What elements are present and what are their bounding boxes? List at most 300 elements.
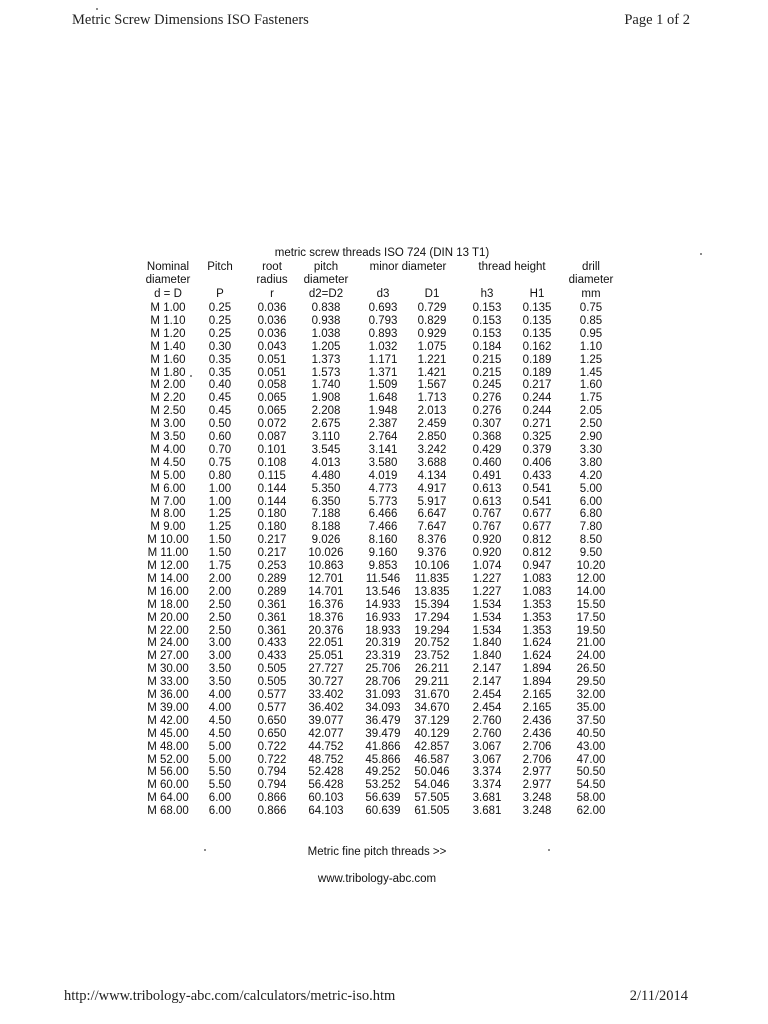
- table-cell: 9.853: [368, 560, 398, 572]
- table-cell: 0.95: [579, 327, 603, 340]
- table-cell: 1.421: [417, 366, 447, 379]
- table-cell: 16.933: [365, 611, 401, 624]
- table-cell: 0.893: [368, 327, 398, 340]
- table-cell: 0.25: [208, 327, 232, 340]
- table-cell: 45.866: [365, 753, 401, 766]
- table-cell: 0.153: [472, 327, 502, 340]
- table-cell: 0.85: [579, 314, 603, 327]
- table-cell: 7.188: [311, 508, 341, 521]
- table-cell: 62.00: [576, 805, 606, 818]
- table-cell: 0.491: [472, 469, 502, 482]
- table-cell: 1.534: [472, 624, 502, 637]
- table-cell: 4.917: [417, 482, 447, 495]
- thread-size: M 1.20: [150, 327, 186, 340]
- table-cell: 0.729: [417, 302, 447, 314]
- table-cell: 4.019: [368, 469, 398, 482]
- thread-size: M 3.50: [150, 431, 186, 443]
- table-cell: 5.00: [579, 482, 603, 495]
- table-cell: 3.374: [472, 766, 502, 779]
- table-cell: 41.866: [365, 740, 401, 753]
- thread-size: M 39.00: [147, 701, 189, 714]
- table-cell: 6.00: [208, 792, 232, 805]
- thread-size: M 4.00: [150, 443, 186, 456]
- table-cell: 30.727: [308, 676, 344, 689]
- table-cell: 10.20: [576, 560, 606, 572]
- column-symbol: r: [270, 288, 274, 300]
- table-cell: 0.144: [257, 482, 287, 495]
- table-cell: 22.051: [308, 637, 344, 650]
- table-cell: 7.466: [368, 521, 398, 534]
- table-cell: 0.794: [257, 766, 287, 779]
- thread-size: M 12.00: [147, 560, 189, 572]
- table-cell: 3.80: [579, 456, 603, 469]
- table-cell: 4.013: [311, 456, 341, 469]
- table-cell: 39.077: [308, 714, 344, 727]
- column-header: minor diameter: [369, 261, 447, 273]
- table-cell: 4.00: [208, 689, 232, 701]
- table-cell: 0.70: [208, 443, 232, 456]
- thread-size: M 2.20: [150, 392, 186, 405]
- table-cell: 3.580: [368, 456, 398, 469]
- column-header: diameter: [568, 274, 614, 286]
- table-cell: 0.065: [257, 392, 287, 405]
- table-cell: 1.032: [368, 340, 398, 353]
- table-cell: 1.908: [311, 392, 341, 405]
- table-cell: 0.058: [257, 379, 287, 392]
- table-cell: 0.215: [472, 353, 502, 366]
- table-cell: 0.101: [257, 443, 287, 456]
- table-cell: 31.670: [414, 689, 450, 701]
- thread-size: M 22.00: [147, 624, 189, 637]
- table-cell: 0.45: [208, 405, 232, 418]
- thread-size: M 9.00: [150, 521, 186, 534]
- table-cell: 27.727: [308, 663, 344, 676]
- table-cell: 5.773: [368, 495, 398, 508]
- table-cell: 2.50: [579, 418, 603, 431]
- table-cell: 0.153: [472, 302, 502, 314]
- table-cell: 9.160: [368, 547, 398, 560]
- table-cell: 0.361: [257, 598, 287, 611]
- table-cell: 0.25: [208, 314, 232, 327]
- table-cell: 1.60: [579, 379, 603, 392]
- table-cell: 0.929: [417, 327, 447, 340]
- column-header: thread height: [478, 261, 546, 273]
- table-cell: 0.613: [472, 495, 502, 508]
- table-cell: 2.00: [208, 585, 232, 598]
- thread-size: M 36.00: [147, 689, 189, 701]
- table-cell: 36.479: [365, 714, 401, 727]
- table-cell: 40.129: [414, 727, 450, 740]
- table-cell: 5.50: [208, 766, 232, 779]
- table-cell: 0.072: [257, 418, 287, 431]
- column-symbol: D1: [424, 288, 440, 300]
- table-cell: 48.752: [308, 753, 344, 766]
- print-date: 2/11/2014: [629, 988, 688, 1004]
- table-cell: 1.353: [522, 624, 552, 637]
- table-cell: 2.436: [522, 727, 552, 740]
- table-cell: 0.180: [257, 521, 287, 534]
- column-symbol: d = D: [154, 288, 182, 300]
- table-cell: 1.713: [417, 392, 447, 405]
- table-cell: 1.227: [472, 572, 502, 585]
- table-cell: 26.50: [576, 663, 606, 676]
- table-cell: 2.760: [472, 727, 502, 740]
- table-cell: 2.850: [417, 431, 447, 443]
- table-cell: 15.50: [576, 598, 606, 611]
- table-cell: 13.546: [365, 585, 401, 598]
- table-cell: 0.253: [257, 560, 287, 572]
- table-cell: 17.50: [576, 611, 606, 624]
- table-cell: 0.920: [472, 547, 502, 560]
- table-cell: 10.106: [414, 560, 450, 572]
- thread-size: M 60.00: [147, 779, 189, 792]
- column-header: pitch: [313, 261, 339, 273]
- table-cell: 1.25: [579, 353, 603, 366]
- thread-size: M 20.00: [147, 611, 189, 624]
- column-symbol: h3: [480, 288, 494, 300]
- table-cell: 2.454: [472, 689, 502, 701]
- table-cell: 6.647: [417, 508, 447, 521]
- table-cell: 0.75: [208, 456, 232, 469]
- table-cell: 58.00: [576, 792, 606, 805]
- table-cell: 0.051: [257, 353, 287, 366]
- table-cell: 29.211: [414, 676, 450, 689]
- table-cell: 37.50: [576, 714, 606, 727]
- table-cell: 8.160: [368, 534, 398, 547]
- table-cell: 8.50: [579, 534, 603, 547]
- table-cell: 0.379: [522, 443, 552, 456]
- table-cell: 0.051: [257, 366, 287, 379]
- table-cell: 0.650: [257, 714, 287, 727]
- column-header: root: [262, 261, 282, 273]
- column-symbol: mm: [581, 288, 601, 300]
- table-cell: 16.376: [308, 598, 344, 611]
- table-cell: 0.60: [208, 431, 232, 443]
- table-cell: 28.706: [365, 676, 401, 689]
- table-cell: 0.767: [472, 508, 502, 521]
- table-cell: 2.147: [472, 663, 502, 676]
- table-cell: 1.894: [522, 663, 552, 676]
- table-cell: 0.087: [257, 431, 287, 443]
- table-cell: 1.373: [311, 353, 341, 366]
- table-cell: 54.50: [576, 779, 606, 792]
- table-cell: 3.00: [208, 637, 232, 650]
- table-cell: 33.402: [308, 689, 344, 701]
- table-cell: 1.648: [368, 392, 398, 405]
- thread-size: M 1.00: [150, 302, 186, 314]
- table-cell: 1.25: [208, 508, 232, 521]
- thread-size: M 52.00: [147, 753, 189, 766]
- table-cell: 20.752: [414, 637, 450, 650]
- table-cell: 19.50: [576, 624, 606, 637]
- table-cell: 0.50: [208, 418, 232, 431]
- table-cell: 3.00: [208, 650, 232, 663]
- table-cell: 0.938: [311, 314, 341, 327]
- table-cell: 20.376: [308, 624, 344, 637]
- table-cell: 0.541: [522, 495, 552, 508]
- table-cell: 0.217: [522, 379, 552, 392]
- thread-size: M 1.60: [150, 353, 186, 366]
- table-cell: 11.835: [414, 572, 450, 585]
- table-cell: 0.307: [472, 418, 502, 431]
- table-cell: 0.065: [257, 405, 287, 418]
- table-cell: 1.534: [472, 598, 502, 611]
- table-cell: 0.036: [257, 327, 287, 340]
- table-cell: 0.35: [208, 366, 232, 379]
- table-cell: 60.639: [365, 805, 401, 818]
- table-cell: 0.043: [257, 340, 287, 353]
- thread-size: M 2.00: [150, 379, 186, 392]
- table-cell: 0.722: [257, 740, 287, 753]
- table-cell: 14.933: [365, 598, 401, 611]
- table-cell: 52.428: [308, 766, 344, 779]
- table-cell: 0.036: [257, 302, 287, 314]
- table-cell: 1.227: [472, 585, 502, 598]
- table-cell: 18.376: [308, 611, 344, 624]
- table-cell: 1.948: [368, 405, 398, 418]
- table-cell: 1.221: [417, 353, 447, 366]
- table-cell: 0.577: [257, 689, 287, 701]
- thread-size: M 11.00: [147, 547, 189, 560]
- table-cell: 1.509: [368, 379, 398, 392]
- table-cell: 9.376: [417, 547, 447, 560]
- table-cell: 36.402: [308, 701, 344, 714]
- thread-size: M 14.00: [147, 572, 189, 585]
- table-cell: 0.244: [522, 405, 552, 418]
- page-url: http://www.tribology-abc.com/calculators/metric-iso.htm: [64, 988, 396, 1004]
- table-cell: 4.00: [208, 701, 232, 714]
- table-cell: 4.773: [368, 482, 398, 495]
- table-cell: 0.184: [472, 340, 502, 353]
- table-cell: 3.242: [417, 443, 447, 456]
- thread-size: M 1.10: [150, 314, 186, 327]
- table-cell: 6.00: [579, 495, 603, 508]
- table-cell: 1.10: [579, 340, 603, 353]
- table-cell: 1.038: [311, 327, 341, 340]
- table-cell: 3.681: [472, 805, 502, 818]
- table-cell: 0.361: [257, 611, 287, 624]
- thread-size: M 7.00: [150, 495, 186, 508]
- table-cell: 1.840: [472, 650, 502, 663]
- table-cell: 0.153: [472, 314, 502, 327]
- table-cell: 0.866: [257, 805, 287, 818]
- table-cell: 2.208: [311, 405, 341, 418]
- table-cell: 2.90: [579, 431, 603, 443]
- table-cell: 3.067: [472, 753, 502, 766]
- column-symbol: H1: [529, 288, 545, 300]
- column-symbol: d2=D2: [308, 288, 344, 300]
- table-cell: 7.647: [417, 521, 447, 534]
- table-cell: 3.248: [522, 805, 552, 818]
- table-cell: 3.067: [472, 740, 502, 753]
- table-cell: 0.361: [257, 624, 287, 637]
- table-cell: 44.752: [308, 740, 344, 753]
- table-cell: 0.767: [472, 521, 502, 534]
- table-cell: 2.706: [522, 740, 552, 753]
- table-cell: 50.046: [414, 766, 450, 779]
- scan-speck: [96, 8, 98, 10]
- table-cell: 15.394: [414, 598, 450, 611]
- table-cell: 1.624: [522, 650, 552, 663]
- table-cell: 0.433: [522, 469, 552, 482]
- table-cell: 1.534: [472, 611, 502, 624]
- table-cell: 5.00: [208, 740, 232, 753]
- table-cell: 0.162: [522, 340, 552, 353]
- table-cell: 2.50: [208, 598, 232, 611]
- table-cell: 3.50: [208, 676, 232, 689]
- thread-size: M 42.00: [147, 714, 189, 727]
- table-cell: 56.639: [365, 792, 401, 805]
- table-cell: 13.835: [414, 585, 450, 598]
- thread-size: M 56.00: [147, 766, 189, 779]
- table-cell: 4.50: [208, 714, 232, 727]
- table-cell: 0.45: [208, 392, 232, 405]
- table-cell: 0.217: [257, 547, 287, 560]
- thread-size: M 6.00: [150, 482, 186, 495]
- table-cell: 56.428: [308, 779, 344, 792]
- thread-size: M 16.00: [147, 585, 189, 598]
- table-cell: 0.325: [522, 431, 552, 443]
- table-cell: 0.613: [472, 482, 502, 495]
- thread-size: M 18.00: [147, 598, 189, 611]
- scan-speck: [204, 849, 206, 851]
- table-cell: 2.013: [417, 405, 447, 418]
- thread-size: M 24.00: [147, 637, 189, 650]
- table-cell: 26.211: [414, 663, 450, 676]
- table-cell: 32.00: [576, 689, 606, 701]
- table-cell: 1.840: [472, 637, 502, 650]
- column-symbol: P: [216, 288, 224, 300]
- table-cell: 0.433: [257, 650, 287, 663]
- table-cell: 2.00: [208, 572, 232, 585]
- table-cell: 1.353: [522, 611, 552, 624]
- table-cell: 29.50: [576, 676, 606, 689]
- table-cell: 6.466: [368, 508, 398, 521]
- table-cell: 5.350: [311, 482, 341, 495]
- table-cell: 46.587: [414, 753, 450, 766]
- table-cell: 3.248: [522, 792, 552, 805]
- thread-size: M 2.50: [150, 405, 186, 418]
- table-cell: 35.00: [576, 701, 606, 714]
- table-cell: 50.50: [576, 766, 606, 779]
- column-header: radius: [256, 274, 288, 286]
- column-header: drill: [582, 261, 600, 273]
- table-cell: 3.374: [472, 779, 502, 792]
- scan-speck: [190, 375, 192, 377]
- table-cell: 0.289: [257, 572, 287, 585]
- table-cell: 2.459: [417, 418, 447, 431]
- thread-size: M 30.00: [147, 663, 189, 676]
- scan-speck: [548, 849, 550, 851]
- thread-size: M 8.00: [150, 508, 186, 521]
- thread-size: M 27.00: [147, 650, 189, 663]
- scan-speck: [700, 253, 702, 255]
- column-header: Nominal: [146, 261, 190, 273]
- table-cell: 1.25: [208, 521, 232, 534]
- table-cell: 3.545: [311, 443, 341, 456]
- table-cell: 10.863: [308, 560, 344, 572]
- table-cell: 1.00: [208, 495, 232, 508]
- thread-size: M 1.40: [150, 340, 186, 353]
- table-cell: 0.244: [522, 392, 552, 405]
- table-cell: 2.50: [208, 611, 232, 624]
- document-title: Metric Screw Dimensions ISO Fasteners: [72, 12, 309, 28]
- table-cell: 1.205: [311, 340, 341, 353]
- table-cell: 1.50: [208, 534, 232, 547]
- table-cell: 0.541: [522, 482, 552, 495]
- table-cell: 3.141: [368, 443, 398, 456]
- table-cell: 54.046: [414, 779, 450, 792]
- table-cell: 0.812: [522, 534, 552, 547]
- table-cell: 0.276: [472, 405, 502, 418]
- table-cell: 6.00: [208, 805, 232, 818]
- table-cell: 0.429: [472, 443, 502, 456]
- table-cell: 1.894: [522, 676, 552, 689]
- table-cell: 0.245: [472, 379, 502, 392]
- site-name: www.tribology-abc.com: [317, 873, 437, 885]
- table-cell: 0.75: [579, 302, 603, 314]
- table-cell: 0.505: [257, 663, 287, 676]
- table-cell: 20.319: [365, 637, 401, 650]
- table-cell: 17.294: [414, 611, 450, 624]
- table-cell: 5.00: [208, 753, 232, 766]
- table-cell: 3.50: [208, 663, 232, 676]
- table-cell: 4.50: [208, 727, 232, 740]
- thread-size: M 10.00: [147, 534, 189, 547]
- table-cell: 0.460: [472, 456, 502, 469]
- table-cell: 0.812: [522, 547, 552, 560]
- column-header: diameter: [303, 274, 349, 286]
- column-symbol: d3: [376, 288, 390, 300]
- table-cell: 0.215: [472, 366, 502, 379]
- column-header: diameter: [145, 274, 191, 286]
- table-cell: 14.00: [576, 585, 606, 598]
- table-cell: 49.252: [365, 766, 401, 779]
- table-cell: 0.677: [522, 508, 552, 521]
- table-cell: 2.706: [522, 753, 552, 766]
- table-cell: 0.144: [257, 495, 287, 508]
- table-cell: 1.083: [522, 585, 552, 598]
- table-cell: 2.147: [472, 676, 502, 689]
- table-cell: 61.505: [414, 805, 450, 818]
- table-cell: 0.920: [472, 534, 502, 547]
- table-cell: 2.977: [522, 766, 552, 779]
- column-header: Pitch: [207, 261, 233, 273]
- table-cell: 0.80: [208, 469, 232, 482]
- table-cell: 3.30: [579, 443, 603, 456]
- table-cell: 0.947: [522, 560, 552, 572]
- table-cell: 3.688: [417, 456, 447, 469]
- table-cell: 0.189: [522, 366, 552, 379]
- table-cell: 2.05: [579, 405, 603, 418]
- table-cell: 0.677: [522, 521, 552, 534]
- table-cell: 2.764: [368, 431, 398, 443]
- table-cell: 0.25: [208, 302, 232, 314]
- table-cell: 1.573: [311, 366, 341, 379]
- table-cell: 0.217: [257, 534, 287, 547]
- table-cell: 6.80: [579, 508, 603, 521]
- table-cell: 25.051: [308, 650, 344, 663]
- table-cell: 10.026: [308, 547, 344, 560]
- table-cell: 39.479: [365, 727, 401, 740]
- table-cell: 57.505: [414, 792, 450, 805]
- table-cell: 2.436: [522, 714, 552, 727]
- table-cell: 37.129: [414, 714, 450, 727]
- table-cell: 12.00: [576, 572, 606, 585]
- table-cell: 23.752: [414, 650, 450, 663]
- table-cell: 25.706: [365, 663, 401, 676]
- fine-pitch-link[interactable]: Metric fine pitch threads >>: [307, 846, 447, 858]
